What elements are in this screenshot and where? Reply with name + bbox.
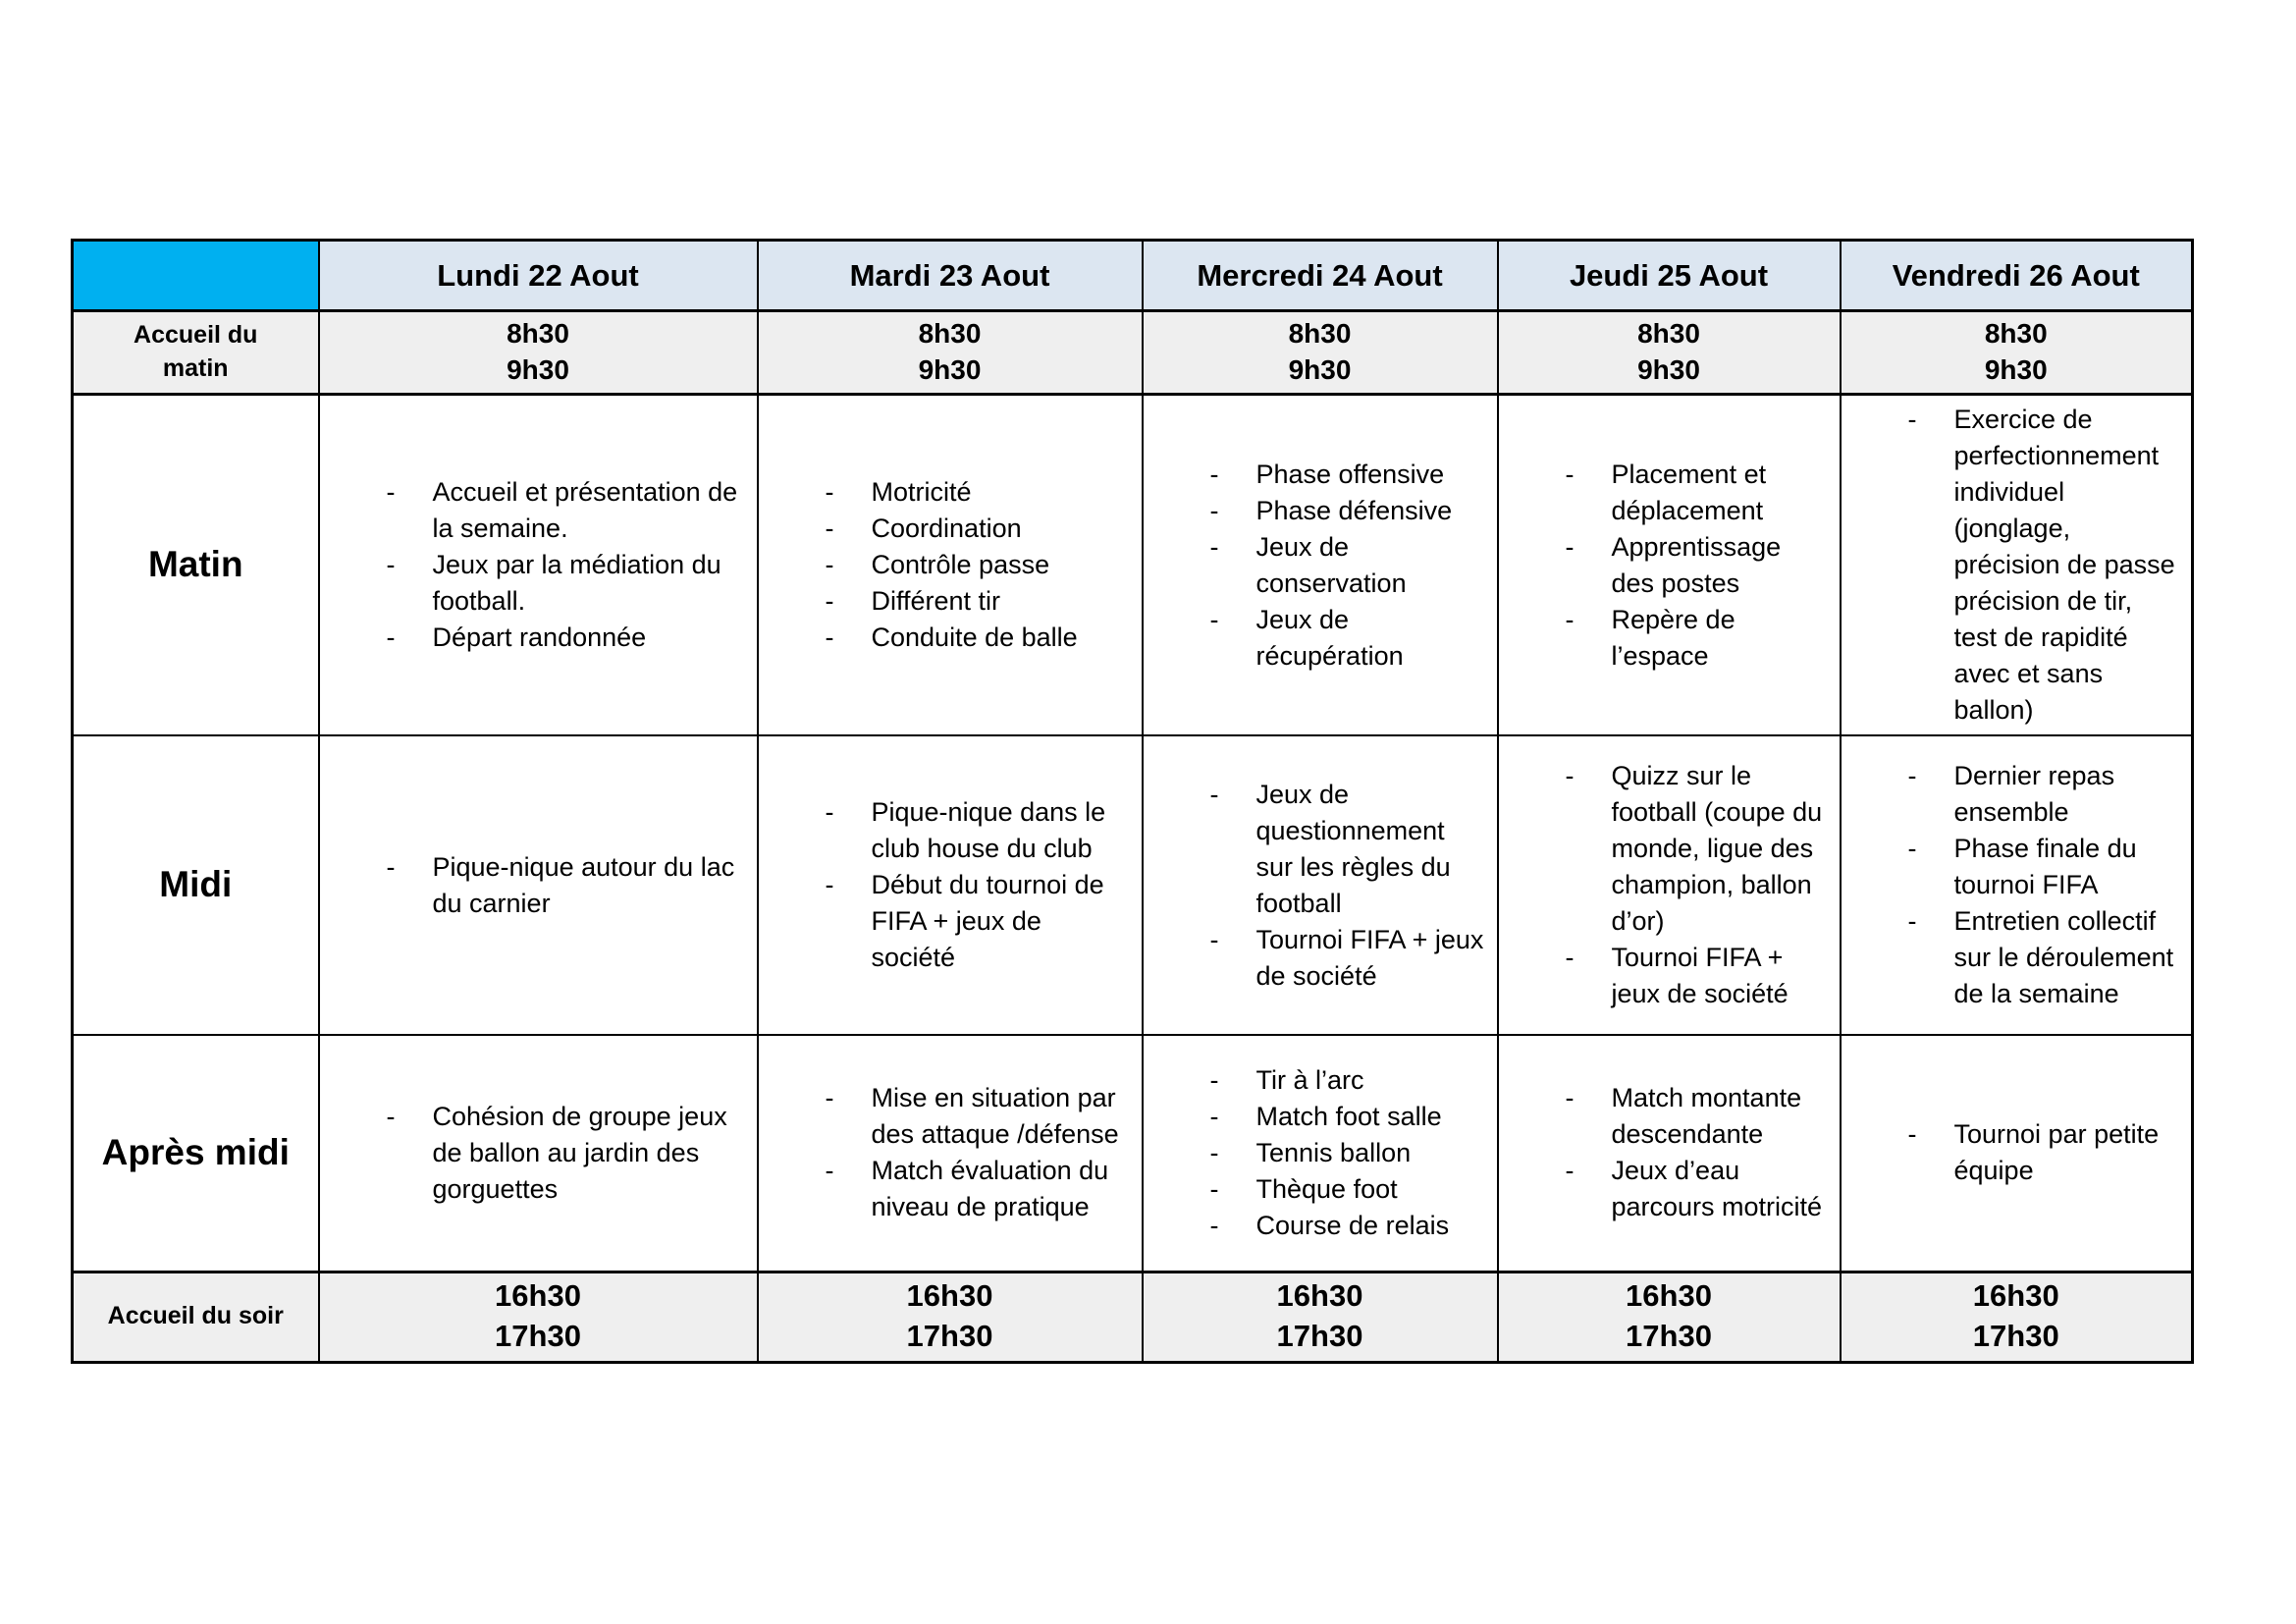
activity-item: - Apprentissage des postes — [1560, 529, 1830, 602]
row-matin — [73, 395, 2193, 736]
activity-item: - Pique-nique dans le club house du club — [820, 794, 1132, 867]
day-header-thursday: Jeudi 25 Aout — [1498, 241, 1841, 311]
activity-list — [759, 794, 1142, 976]
activity-list — [1842, 758, 2192, 1012]
cell-accueil-matin-day-3 — [1143, 311, 1498, 395]
cell-apres-midi-day-4 — [1498, 1035, 1841, 1272]
time-value: 8h30 — [507, 318, 569, 350]
activity-item: - Accueil et présentation de la semaine. — [381, 474, 747, 547]
cell-accueil-matin-day-5 — [1841, 311, 2193, 395]
row-label-matin: Matin — [73, 395, 319, 736]
cell-accueil-soir-day-3 — [1143, 1272, 1498, 1362]
activity-item: - Thèque foot — [1204, 1171, 1487, 1208]
time-value: 17h30 — [1972, 1319, 2059, 1353]
activity-item: - Match foot salle — [1204, 1099, 1487, 1135]
activity-item: - Jeux d’eau parcours motricité — [1560, 1153, 1830, 1225]
activity-item: - Quizz sur le football (coupe du monde, ligue des champion, ballon d’or) — [1560, 758, 1830, 940]
day-header-monday: Lundi 22 Aout — [319, 241, 758, 311]
time-value: 9h30 — [1288, 354, 1352, 385]
cell-accueil-soir-day-2 — [758, 1272, 1143, 1362]
activity-item: - Coordination — [820, 511, 1132, 547]
row-midi — [73, 735, 2193, 1035]
activity-list — [320, 1099, 757, 1208]
cell-matin-day-4 — [1498, 395, 1841, 736]
cell-midi-day-2 — [758, 735, 1143, 1035]
activity-list — [1144, 457, 1497, 675]
cell-accueil-soir-day-1 — [319, 1272, 758, 1362]
activity-item: - Jeux de conservation — [1204, 529, 1487, 602]
activity-item: - Tournoi par petite équipe — [1902, 1116, 2182, 1189]
cell-accueil-soir-day-4 — [1498, 1272, 1841, 1362]
activity-item: - Tir à l’arc — [1204, 1062, 1487, 1099]
activity-item: - Match évaluation du niveau de pratique — [820, 1153, 1132, 1225]
activity-item: - Phase offensive — [1204, 457, 1487, 493]
time-value: 8h30 — [1288, 318, 1352, 350]
cell-accueil-matin-day-4 — [1498, 311, 1841, 395]
activity-list — [759, 474, 1142, 656]
activity-list — [1144, 1062, 1497, 1244]
cell-matin-day-3 — [1143, 395, 1498, 736]
cell-apres-midi-day-2 — [758, 1035, 1143, 1272]
row-label-midi: Midi — [73, 735, 319, 1035]
activity-item: - Tournoi FIFA + jeux de société — [1204, 922, 1487, 995]
time-value: 9h30 — [507, 354, 569, 385]
time-value: 9h30 — [1984, 354, 2048, 385]
cell-matin-day-2 — [758, 395, 1143, 736]
time-value: 17h30 — [495, 1319, 581, 1353]
time-value: 16h30 — [1626, 1278, 1712, 1314]
activity-list — [1499, 457, 1840, 675]
time-value: 16h30 — [1276, 1278, 1363, 1314]
time-value: 16h30 — [495, 1278, 581, 1314]
activity-item: - Phase finale du tournoi FIFA — [1902, 831, 2182, 903]
time-value: 16h30 — [1972, 1278, 2059, 1314]
row-label-accueil-matin: Accueil du matin — [73, 311, 319, 395]
time-value: 9h30 — [1637, 354, 1700, 385]
activity-item: - Jeux par la médiation du football. — [381, 547, 747, 620]
activity-item: - Placement et déplacement — [1560, 457, 1830, 529]
activity-item: - Jeux de récupération — [1204, 602, 1487, 675]
activity-item: - Jeux de questionnement sur les règles du football — [1204, 777, 1487, 922]
cell-midi-day-4 — [1498, 735, 1841, 1035]
activity-item: - Repère de l’espace — [1560, 602, 1830, 675]
time-value: 17h30 — [1276, 1319, 1363, 1353]
activity-item: - Cohésion de groupe jeux de ballon au jardin des gorguettes — [381, 1099, 747, 1208]
time-value: 9h30 — [918, 354, 982, 385]
day-header-friday: Vendredi 26 Aout — [1841, 241, 2193, 311]
activity-item: - Différent tir — [820, 583, 1132, 620]
activity-item: - Mise en situation par des attaque /défense — [820, 1080, 1132, 1153]
activity-item: - Motricité — [820, 474, 1132, 511]
activity-item: - Dernier repas ensemble — [1902, 758, 2182, 831]
time-value: 17h30 — [1626, 1319, 1712, 1353]
activity-item: - Exercice de perfectionnement individuel (jonglage, précision de passe précision de tir, test de rapidité avec et sans ballon) — [1902, 402, 2182, 729]
time-value: 17h30 — [906, 1319, 993, 1353]
activity-list — [1144, 777, 1497, 995]
cell-midi-day-5 — [1841, 735, 2193, 1035]
cell-midi-day-1 — [319, 735, 758, 1035]
day-header-tuesday: Mardi 23 Aout — [758, 241, 1143, 311]
activity-item: - Contrôle passe — [820, 547, 1132, 583]
activity-item: - Pique-nique autour du lac du carnier — [381, 849, 747, 922]
cell-accueil-matin-day-2 — [758, 311, 1143, 395]
activity-item: - Tournoi FIFA + jeux de société — [1560, 940, 1830, 1012]
time-value: 8h30 — [1637, 318, 1700, 350]
activity-list — [320, 474, 757, 656]
activity-item: - Départ randonnée — [381, 620, 747, 656]
weekly-schedule-document — [71, 239, 2194, 1364]
activity-item: - Entretien collectif sur le déroulement de la semaine — [1902, 903, 2182, 1012]
activity-item: - Phase défensive — [1204, 493, 1487, 529]
activity-list — [759, 1080, 1142, 1225]
cell-apres-midi-day-5 — [1841, 1035, 2193, 1272]
cell-accueil-soir-day-5 — [1841, 1272, 2193, 1362]
row-label-apres-midi: Après midi — [73, 1035, 319, 1272]
activity-list — [1499, 758, 1840, 1012]
row-apres-midi — [73, 1035, 2193, 1272]
time-value: 8h30 — [918, 318, 982, 350]
row-label-accueil-soir: Accueil du soir — [73, 1272, 319, 1362]
activity-item: - Début du tournoi de FIFA + jeux de société — [820, 867, 1132, 976]
time-value: 16h30 — [906, 1278, 993, 1314]
day-header-wednesday: Mercredi 24 Aout — [1143, 241, 1498, 311]
cell-apres-midi-day-3 — [1143, 1035, 1498, 1272]
row-accueil-matin — [73, 311, 2193, 395]
cell-midi-day-3 — [1143, 735, 1498, 1035]
schedule-table — [71, 239, 2194, 1364]
activity-list — [1842, 402, 2192, 729]
cell-matin-day-5 — [1841, 395, 2193, 736]
activity-item: - Course de relais — [1204, 1208, 1487, 1244]
cell-apres-midi-day-1 — [319, 1035, 758, 1272]
activity-item: - Tennis ballon — [1204, 1135, 1487, 1171]
activity-list — [320, 849, 757, 922]
cell-accueil-matin-day-1 — [319, 311, 758, 395]
header-row — [73, 241, 2193, 311]
corner-cell — [73, 241, 319, 311]
time-value: 8h30 — [1984, 318, 2048, 350]
activity-list — [1842, 1116, 2192, 1189]
activity-item: - Match montante descendante — [1560, 1080, 1830, 1153]
activity-list — [1499, 1080, 1840, 1225]
cell-matin-day-1 — [319, 395, 758, 736]
row-accueil-soir — [73, 1272, 2193, 1362]
activity-item: - Conduite de balle — [820, 620, 1132, 656]
